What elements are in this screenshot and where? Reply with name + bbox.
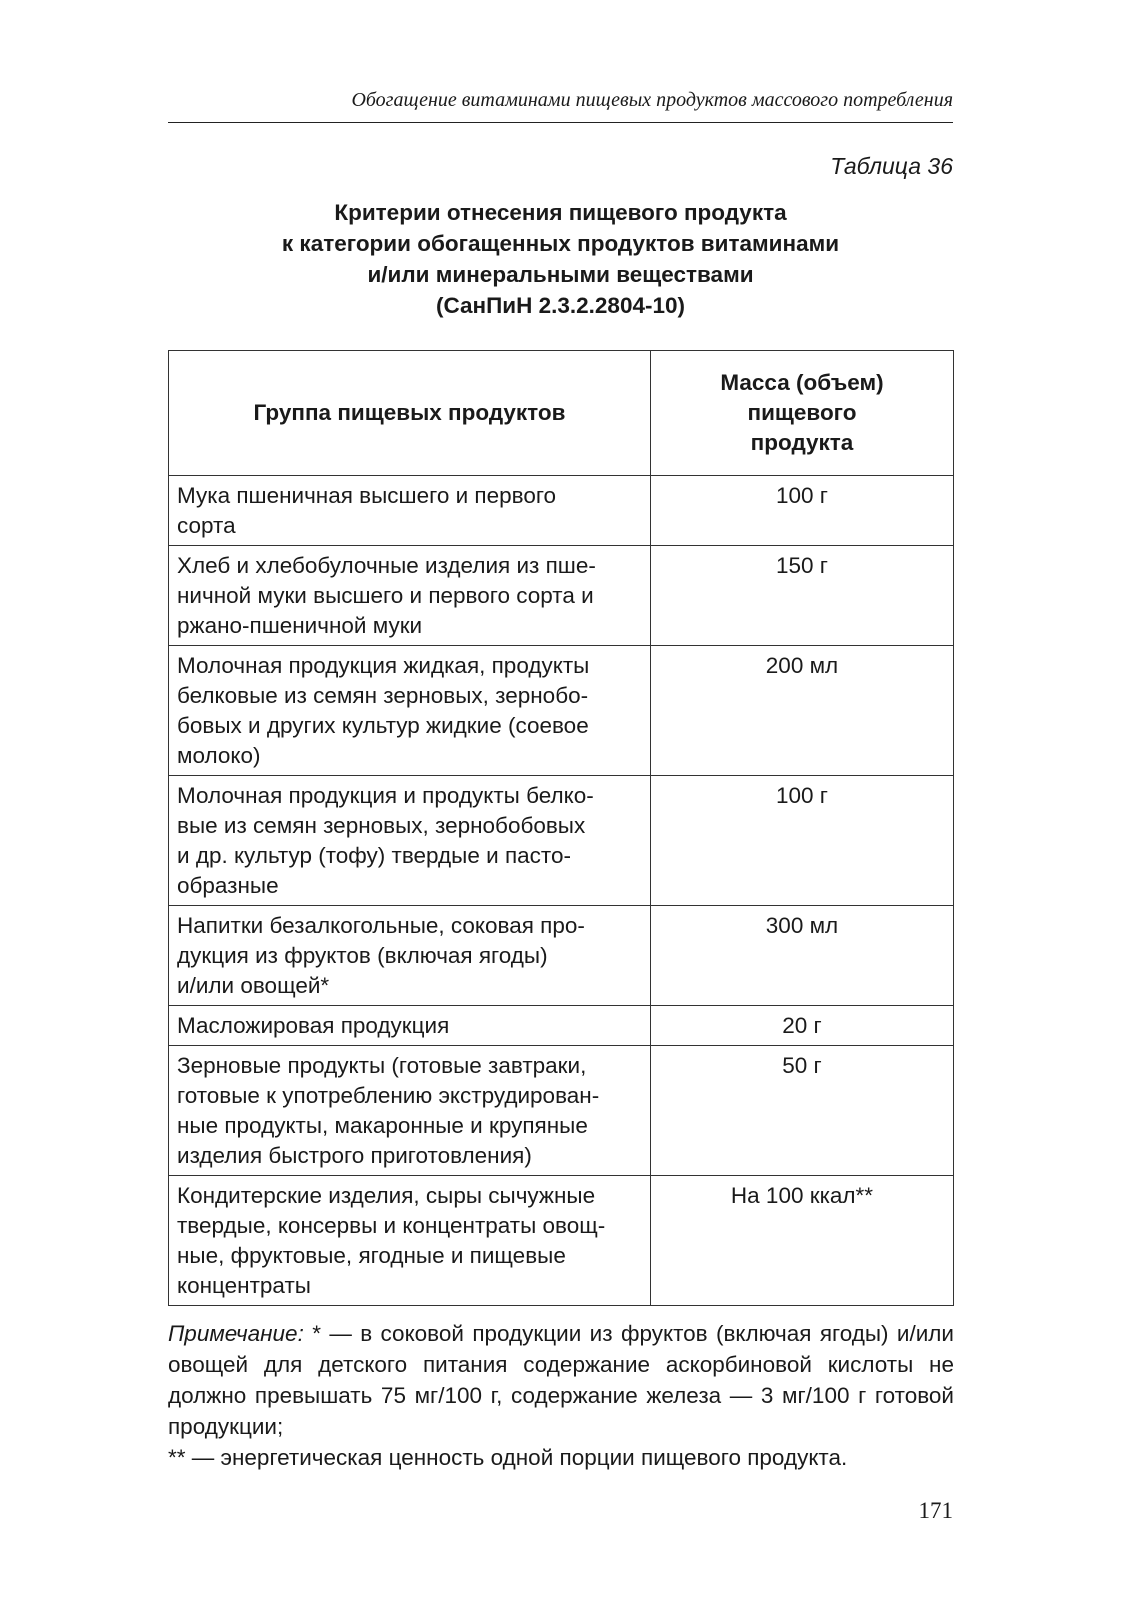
cell-line: ничной муки высшего и первого сорта и — [177, 583, 594, 608]
title-line: и/или минеральными веществами — [367, 262, 754, 287]
table-row — [169, 646, 954, 776]
cell-line: ржано-пшеничной муки — [177, 613, 423, 638]
cell-line: концентраты — [177, 1273, 311, 1298]
cell-line: Мука пшеничная высшего и первого — [177, 483, 557, 508]
cell-line: твердые, консервы и концентраты овощ- — [177, 1213, 606, 1238]
mass-cell: 150 г — [651, 546, 954, 646]
mass-cell: 100 г — [651, 776, 954, 906]
cell-line: изделия быстрого приготовления) — [177, 1143, 532, 1168]
table-note — [168, 1318, 954, 1473]
group-cell — [169, 776, 651, 906]
cell-line: бовых и других культур жидкие (соевое — [177, 713, 589, 738]
header-group: Группа пищевых продуктов — [169, 351, 651, 476]
table-row — [169, 776, 954, 906]
cell-line: ные, фруктовые, ягодные и пищевые — [177, 1243, 566, 1268]
group-cell — [169, 1006, 651, 1046]
running-head: Обогащение витаминами пищевых продуктов массового потребления — [351, 89, 953, 111]
table-row — [169, 1176, 954, 1306]
note-paragraph-2: ** — энергетическая ценность одной порции пищевого продукта. — [168, 1445, 848, 1470]
mass-cell: 20 г — [651, 1006, 954, 1046]
cell-line: Зерновые продукты (готовые завтраки, — [177, 1053, 587, 1078]
page-number: 171 — [918, 1498, 953, 1523]
mass-cell: 200 мл — [651, 646, 954, 776]
header-mass-line: пищевого — [747, 400, 857, 425]
cell-line: Масложировая продукция — [177, 1013, 450, 1038]
table-row — [169, 1006, 954, 1046]
mass-cell: На 100 ккал** — [651, 1176, 954, 1306]
header-mass — [651, 351, 954, 476]
cell-line: готовые к употреблению экструдирован- — [177, 1083, 600, 1108]
cell-line: вые из семян зерновых, зернобобовых — [177, 813, 586, 838]
cell-line: образные — [177, 873, 279, 898]
criteria-table — [168, 350, 954, 1306]
cell-line: и др. культур (тофу) твердые и пасто- — [177, 843, 571, 868]
note-text-1: * — в соковой продукции из фруктов (включая ягоды) и/или овощей для детского питания содержание аскорбиновой кислоты не должно превышать 75 мг/100 г, содержание железа — 3 мг/100 г готовой продукции; — [168, 1321, 954, 1439]
table-row — [169, 1046, 954, 1176]
table-header-row — [169, 351, 954, 476]
note-paragraph-1 — [168, 1318, 954, 1442]
cell-line: дукция из фруктов (включая ягоды) — [177, 943, 548, 968]
cell-line: и/или овощей* — [177, 973, 330, 998]
mass-cell: 300 мл — [651, 906, 954, 1006]
title-line: Критерии отнесения пищевого продукта — [334, 200, 787, 225]
mass-cell: 50 г — [651, 1046, 954, 1176]
title-line: (СанПиН 2.3.2.2804-10) — [436, 293, 685, 318]
group-cell — [169, 1176, 651, 1306]
cell-line: Кондитерские изделия, сыры сычужные — [177, 1183, 596, 1208]
mass-cell: 100 г — [651, 476, 954, 546]
header-mass-line: Масса (объем) — [720, 370, 884, 395]
cell-line: Молочная продукция жидкая, продукты — [177, 653, 590, 678]
cell-line: Молочная продукция и продукты белко- — [177, 783, 594, 808]
group-cell — [169, 476, 651, 546]
cell-line: белковые из семян зерновых, зернобо- — [177, 683, 589, 708]
note-label: Примечание: — [168, 1321, 304, 1346]
table-row — [169, 476, 954, 546]
cell-line: ные продукты, макаронные и крупяные — [177, 1113, 588, 1138]
group-cell — [169, 906, 651, 1006]
group-cell — [169, 546, 651, 646]
table-row — [169, 546, 954, 646]
table-label: Таблица 36 — [830, 153, 953, 179]
title-line: к категории обогащенных продуктов витаминами — [281, 231, 840, 256]
group-cell — [169, 646, 651, 776]
cell-line: сорта — [177, 513, 236, 538]
table-row — [169, 906, 954, 1006]
group-cell — [169, 1046, 651, 1176]
cell-line: Напитки безалкогольные, соковая про- — [177, 913, 585, 938]
header-rule — [168, 122, 953, 123]
cell-line: молоко) — [177, 743, 261, 768]
header-mass-line: продукта — [750, 430, 854, 455]
table-title — [168, 197, 953, 321]
cell-line: Хлеб и хлебобулочные изделия из пше- — [177, 553, 596, 578]
